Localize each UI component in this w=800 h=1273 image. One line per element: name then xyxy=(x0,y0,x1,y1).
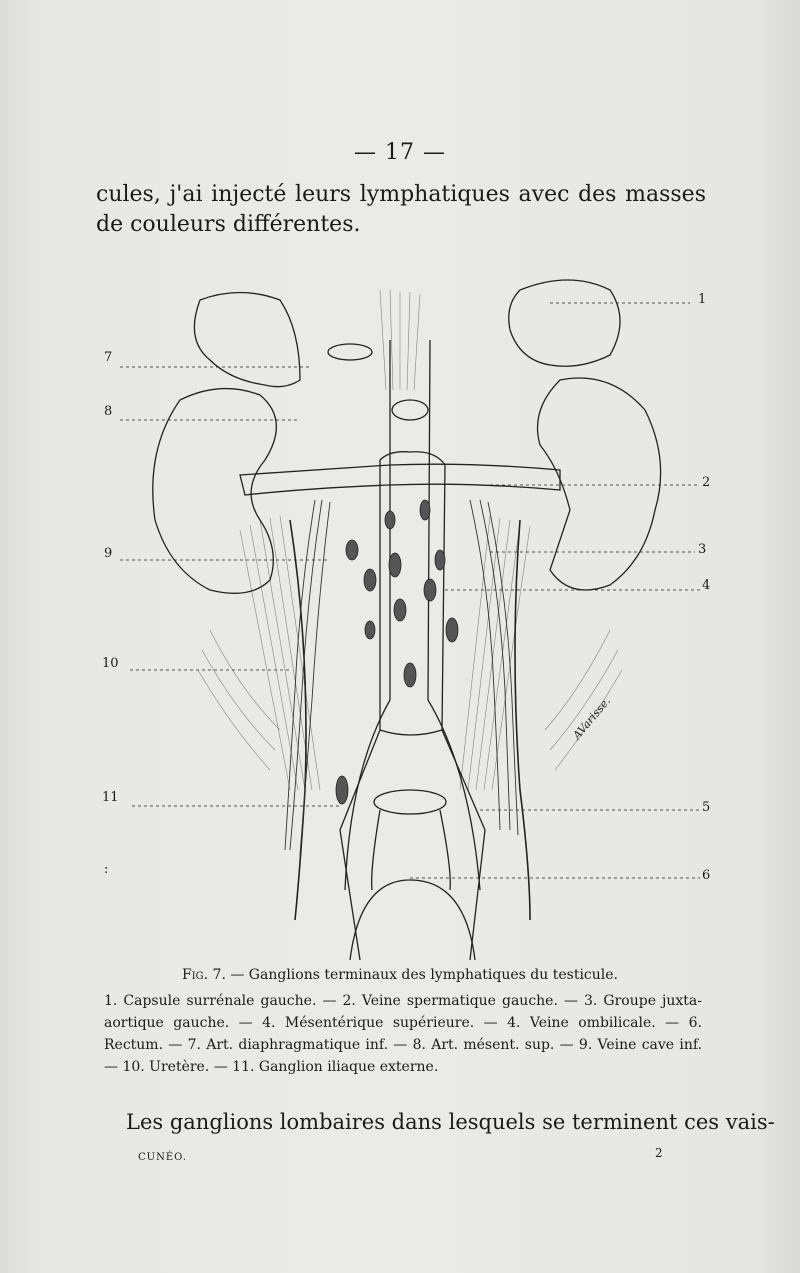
callout-colon: : xyxy=(104,862,109,877)
leader-lines-right xyxy=(410,303,700,878)
leader-lines-left xyxy=(120,367,340,806)
right-kidney xyxy=(538,378,661,590)
footer-signature: CUNÉO. xyxy=(138,1152,187,1163)
renal-vein xyxy=(240,464,560,495)
right-suprarenal xyxy=(509,280,620,366)
callout-2: 2 xyxy=(702,475,711,490)
diaphragmatic-artery xyxy=(328,344,372,360)
bottom-paragraph: Les ganglions lombaires dans lesquels se terminent ces vais- xyxy=(126,1110,775,1134)
page-number: — 17 — xyxy=(354,140,446,165)
callout-8: 8 xyxy=(104,404,113,419)
figure-legend: 1. Capsule surrénale gauche. — 2. Veine spermatique gauche. — 3. Groupe juxta-aortique gauche. — 4. Mésentérique supérieure. — 4. Veine ombilicale. — 6. Rectum. — 7. Art. diaphragmatique inf. — 8. Art. mésent. sup. — 9. Veine cave inf. — 10. Uretère. — 11. Ganglion iliaque externe. xyxy=(104,993,702,1075)
iliac-vessels xyxy=(345,700,480,890)
left-kidney xyxy=(153,389,277,594)
muscle-hatching xyxy=(198,290,622,790)
rectum xyxy=(374,790,446,814)
iliac-veins xyxy=(340,730,485,960)
artist-signature: AVarisse. xyxy=(570,694,614,742)
callout-1: 1 xyxy=(698,292,707,307)
callout-9: 9 xyxy=(104,546,113,561)
celiac-trunk xyxy=(392,400,428,420)
left-suprarenal xyxy=(194,293,300,387)
callout-6: 6 xyxy=(702,868,711,883)
figure-label: Fig. 7. xyxy=(181,967,226,983)
lymphatic-vessels xyxy=(285,500,518,855)
footer-sheet-number: 2 xyxy=(655,1146,663,1160)
callout-3: 3 xyxy=(698,542,707,557)
figure-title: — Ganglions terminaux des lymphatiques du testicule. xyxy=(225,967,619,983)
top-paragraph: cules, j'ai injecté leurs lymphatiques avec des masses de couleurs différentes. xyxy=(96,182,706,237)
figure-illustration xyxy=(90,270,730,970)
callout-10: 10 xyxy=(102,656,119,671)
anatomical-figure xyxy=(90,270,730,970)
callout-7: 7 xyxy=(104,350,113,365)
callout-4: 4 xyxy=(702,578,711,593)
figure-caption-title xyxy=(0,967,800,983)
callout-5: 5 xyxy=(702,800,711,815)
lymph-nodes xyxy=(336,500,458,804)
bladder xyxy=(350,880,475,960)
callout-11: 11 xyxy=(102,790,119,805)
